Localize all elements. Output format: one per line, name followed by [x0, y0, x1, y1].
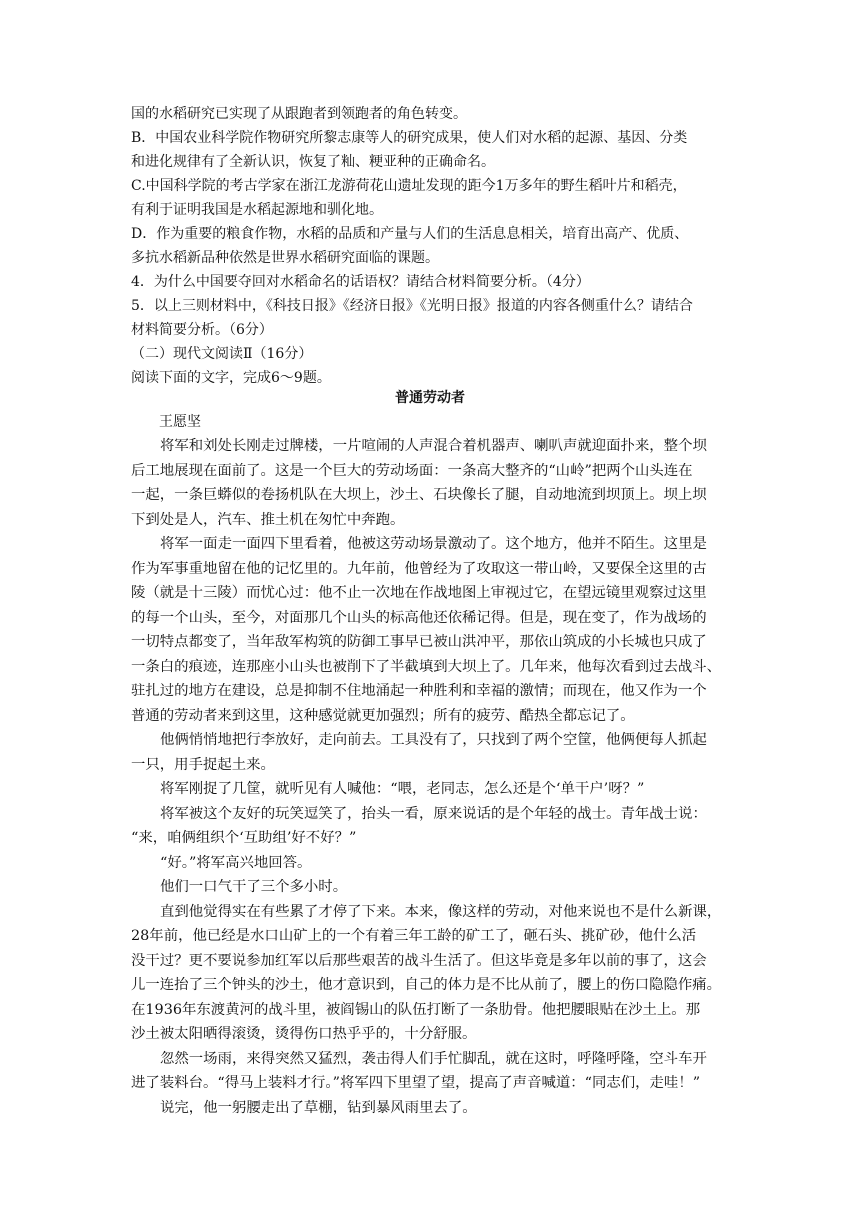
story-line: 说完，他一躬腰走出了草棚，钻到暴风雨里去了。 — [160, 1099, 477, 1116]
story-line: 将军和刘处长刚走过牌楼，一片喧闹的人声混合着机器声、喇叭声就迎面扑来，整个坝 — [160, 438, 707, 454]
questions-section — [131, 102, 731, 390]
story-line: 直到他觉得实在有些累了才停了下来。本来，像这样的劳动，对他来说也不是什么新课， — [160, 903, 722, 920]
question-line: 和进化规律有了全新认识，恢复了籼、粳亚种的正确命名。 — [131, 154, 495, 170]
question-line: B．中国农业科学院作物研究所黎志康等人的研究成果，使人们对水稻的起源、基因、分类 — [131, 130, 688, 146]
story-line: 儿一连抬了三个钟头的沙土，他才意识到，自己的体力是不比从前了，腰上的伤口隐隐作痛。 — [131, 977, 722, 993]
story-line: 将军一面走一面四下里看着，他被这劳动场景激动了。这个地方，他并不陌生。这里是 — [160, 536, 707, 552]
instruction-line: 阅读下面的文字，完成6～9题。 — [131, 370, 331, 386]
story-line: 沙土被太阳晒得滚烫，烫得伤口热乎乎的，十分舒服。 — [131, 1026, 477, 1042]
story-line: 一切特点都变了，当年敌军构筑的防御工事早已被山洪冲平，那依山筑成的小长城也只成了 — [131, 634, 707, 650]
question-line: D．作为重要的粮食作物，水稻的品质和产量与人们的生活息息相关，培育出高产、优质、 — [131, 226, 689, 242]
story-line: 将军被这个友好的玩笑逗笑了，抬头一看，原来说话的是个年轻的战士。青年战士说： — [160, 805, 707, 822]
question-line: 有利于证明我国是水稻起源地和驯化地。 — [131, 202, 383, 218]
story-line: 作为军事重地留在他的记忆里的。九年前，他曾经为了攻取这一带山岭，又要保全这里的古 — [131, 560, 707, 577]
story-line: 一起，一条巨蟒似的卷扬机队在大坝上，沙土、石块像长了腿，自动地流到坝顶上。坝上坝 — [131, 487, 707, 503]
story-line: 他俩悄悄地把行李放好，走向前去。工具没有了，只找到了两个空筐，他俩便每人抓起 — [160, 732, 707, 748]
story-line: 陵（就是十三陵）而忧心过：他不止一次地在作战地图上审视过它，在望远镜里观察过这里 — [131, 585, 707, 601]
story-line: 将军刚捉了几筐，就听见有人喊他：“喂，老同志，怎么还是个‘单干户’呀？” — [160, 781, 645, 797]
story-author: 王愿坚 — [159, 414, 201, 430]
story-line: 没干过？更不要说参加红军以后那些艰苦的战斗生活了。但这毕竟是多年以前的事了，这会 — [131, 952, 707, 969]
question-line: C.中国科学院的考古学家在浙江龙游荷花山遗址发现的距今1万多年的野生稻叶片和稻壳， — [131, 178, 687, 194]
story-line: 28年前，他已经是水口山矿上的一个有着三年工龄的矿工了，砸石头、挑矿砂，他什么活 — [131, 928, 697, 944]
story-line: 一只，用手捉起土来。 — [131, 756, 275, 773]
question-line: 材料简要分析。（6分） — [131, 322, 273, 338]
story-line: 的每一个山头，至今，对面那几个山头的标高他还依稀记得。但是，现在变了，作为战场的 — [131, 609, 707, 626]
story-line: 普通的劳动者来到这里，这种感觉就更加强烈；所有的疲劳、酷热全都忘记了。 — [131, 707, 635, 724]
question-line: 多抗水稻新品种依然是世界水稻研究面临的课题。 — [131, 250, 439, 266]
story-line: 忽然一场雨，来得突然又猛烈，袭击得人们手忙脚乱，就在这时，呼隆呼隆，空斗车开 — [160, 1050, 707, 1067]
question-line: 5．以上三则材料中，《科技日报》《经济日报》《光明日报》报道的内容各侧重什么？请结合 — [131, 298, 693, 314]
story-line: 他们一口气干了三个多小时。 — [160, 879, 348, 895]
story-body — [131, 434, 731, 1120]
story-line: 下到处是人，汽车、推土机在匆忙中奔跑。 — [131, 511, 405, 528]
story-line: 后工地展现在面前了。这是一个巨大的劳动场面：一条高大整齐的“山岭”把两个山头连在 — [131, 462, 693, 479]
story-line: “来，咱俩组织个‘互助组’好不好？” — [131, 830, 357, 846]
story-title: 普通劳动者 — [395, 390, 465, 406]
story-line: “好。”将军高兴地回答。 — [160, 854, 312, 871]
question-line: 4．为什么中国要夺回对水稻命名的话语权？请结合材料简要分析。（4分） — [131, 274, 590, 290]
story-line: 一条白的痕迹，连那座小山头也被削下了半截填到大坝上了。几年来，他每次看到过去战斗、 — [131, 658, 722, 675]
story-line: 进了装料台。“得马上装料才行。”将军四下里望了望，提高了声音喊道：“同志们，走哇！” — [131, 1075, 701, 1091]
question-line: 国的水稻研究已实现了从跟跑者到领跑者的角色转变。 — [131, 106, 467, 122]
section-heading: （二）现代文阅读Ⅱ（16分） — [131, 346, 313, 362]
story-line: 驻扎过的地方在建设，总是抑制不住地涌起一种胜利和幸福的激情；而现在，他又作为一个 — [131, 683, 707, 699]
story-line: 在1936年东渡黄河的战斗里，被阎锡山的队伍打断了一条肋骨。他把腰眼贴在沙土上。那 — [131, 1001, 701, 1018]
